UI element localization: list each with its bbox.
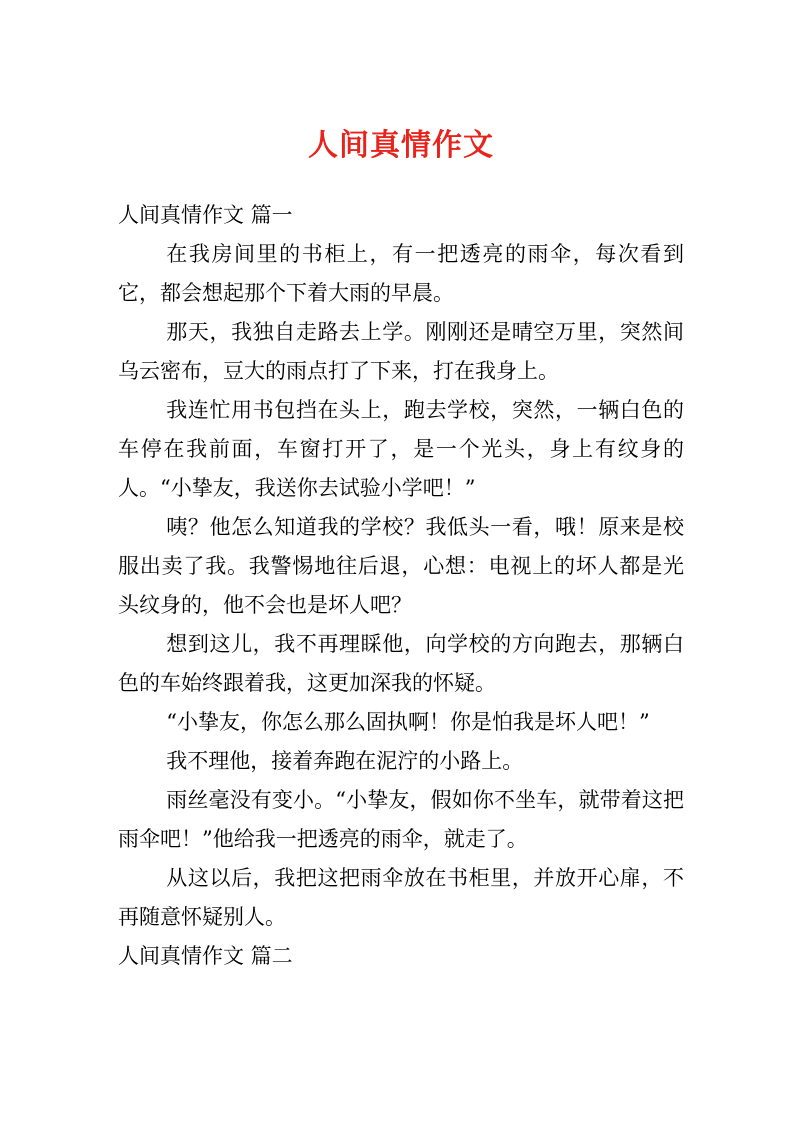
section-heading-1: 人间真情作文 篇一	[118, 203, 293, 227]
paragraph-1: 在我房间里的书柜上，有一把透亮的雨伞，每次看到它，都会想起那个下着大雨的早晨。	[118, 242, 684, 305]
document-body	[118, 196, 684, 976]
paragraph-7: 我不理他，接着奔跑在泥泞的小路上。	[166, 749, 524, 773]
paragraph-5: 想到这儿，我不再理睬他，向学校的方向跑去，那辆白色的车始终跟着我，这更加深我的怀疑。	[118, 632, 684, 695]
section-heading-2: 人间真情作文 篇二	[118, 944, 293, 968]
paragraph-9: 从这以后，我把这把雨伞放在书柜里，并放开心扉，不再随意怀疑别人。	[118, 866, 684, 929]
paragraph-8: 雨丝毫没有变小。“小挚友，假如你不坐车，就带着这把雨伞吧！”他给我一把透亮的雨伞，就走了。	[118, 788, 684, 851]
paragraph-2: 那天，我独自走路去上学。刚刚还是晴空万里，突然间乌云密布，豆大的雨点打了下来，打在我身上。	[118, 320, 684, 383]
paragraph-4: 咦？他怎么知道我的学校？我低头一看，哦！原来是校服出卖了我。我警惕地往后退，心想：电视上的坏人都是光头纹身的，他不会也是坏人吧？	[118, 515, 684, 617]
paragraph-3: 我连忙用书包挡在头上，跑去学校，突然，一辆白色的车停在我前面，车窗打开了，是一个光头，身上有纹身的人。“小挚友，我送你去试验小学吧！”	[118, 398, 684, 500]
paragraph-6: “小挚友，你怎么那么固执啊！你是怕我是坏人吧！”	[166, 710, 650, 734]
document-title: 人间真情作文	[308, 128, 494, 163]
